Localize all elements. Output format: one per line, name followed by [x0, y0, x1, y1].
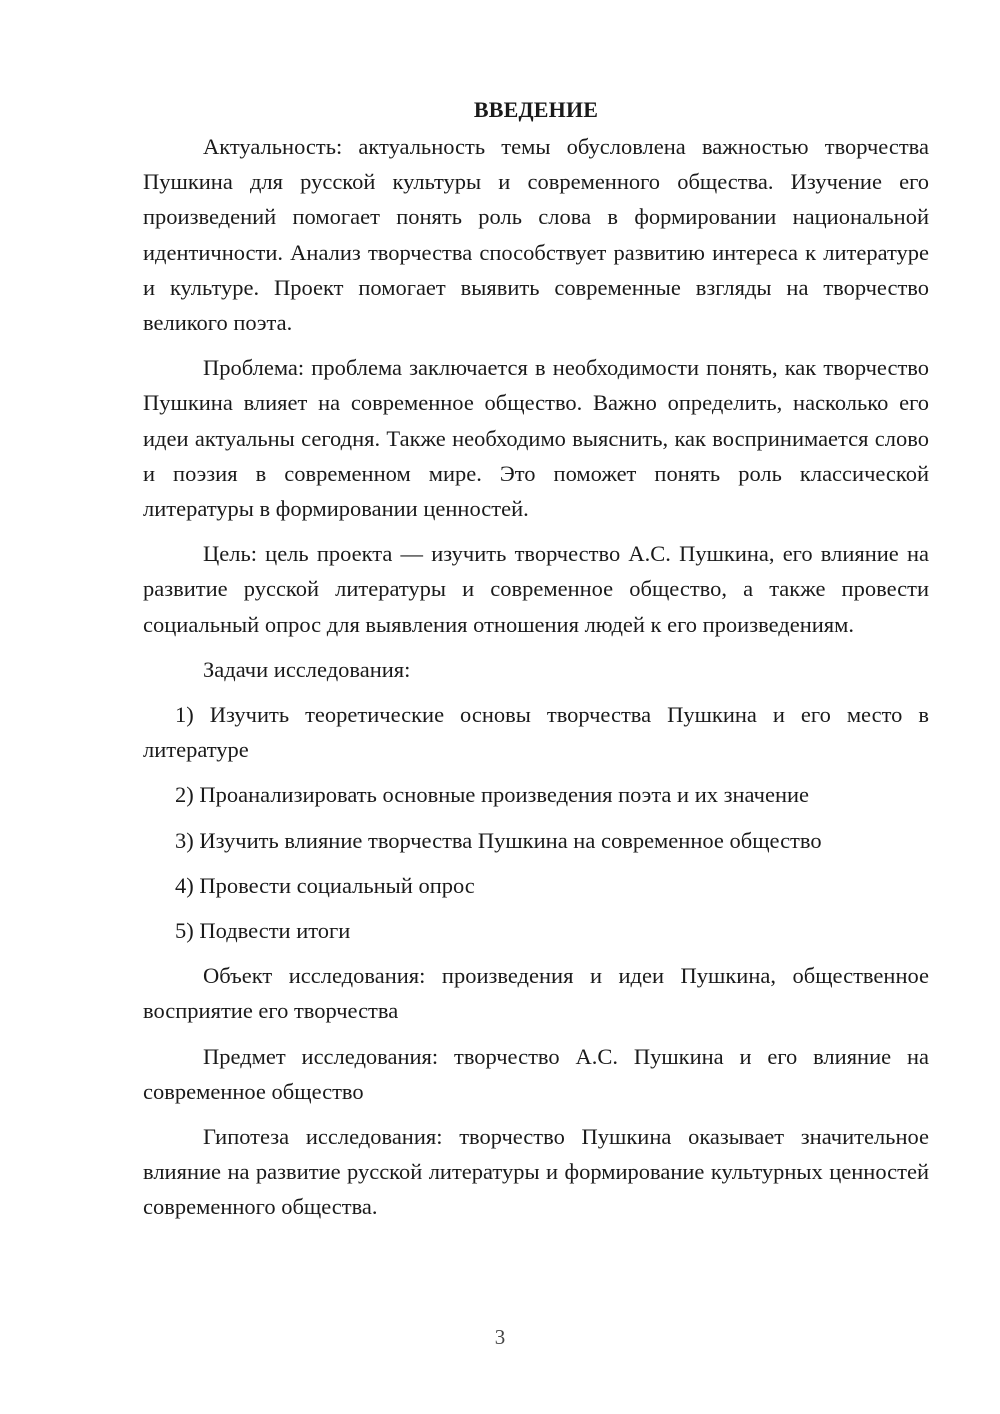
task-item-3: 3) Изучить влияние творчества Пушкина на современное общество: [175, 827, 822, 853]
page-number: 3: [494, 1325, 506, 1349]
paragraph-hypothesis: Гипотеза исследования: творчество Пушкина оказывает значительное влияние на развитие русской литературы и формирование культурных ценностей современного общества.: [143, 1124, 929, 1220]
document-page: [143, 92, 929, 1235]
tasks-heading: Задачи исследования:: [203, 656, 411, 682]
paragraph-subject: Предмет исследования: творчество А.С. Пушкина и его влияние на современное общество: [143, 1043, 929, 1104]
tasks-list: [143, 697, 929, 948]
paragraph-relevance: Актуальность: актуальность темы обусловлена важностью творчества Пушкина для русской культуры и современного общества. Изучение его произведений помогает понять роль слова в формировании национальной идентичности. Анализ творчества способствует развитию интереса к литературе и культуре. Проект помогает выявить современные взгляды на творчество великого поэта.: [143, 134, 929, 336]
task-item-5: 5) Подвести итоги: [175, 918, 351, 944]
task-item-4: 4) Провести социальный опрос: [175, 872, 475, 898]
paragraph-goal: Цель: цель проекта — изучить творчество А.С. Пушкина, его влияние на развитие русской литературы и современное общество, а также провести социальный опрос для выявления отношения людей к его произведениям.: [143, 541, 929, 637]
paragraph-object: Объект исследования: произведения и идеи Пушкина, общественное восприятие его творчества: [143, 963, 929, 1024]
task-item-2: 2) Проанализировать основные произведения поэта и их значение: [175, 782, 810, 808]
paragraph-problem: Проблема: проблема заключается в необходимости понять, как творчество Пушкина влияет на современное общество. Важно определить, насколько его идеи актуальны сегодня. Также необходимо выяснить, как воспринимается слово и поэзия в современном мире. Это поможет понять роль классической литературы в формировании ценностей.: [143, 355, 929, 522]
task-item-1: 1) Изучить теоретические основы творчества Пушкина и его место в литературе: [143, 702, 929, 763]
page-title: ВВЕДЕНИЕ: [473, 97, 599, 122]
